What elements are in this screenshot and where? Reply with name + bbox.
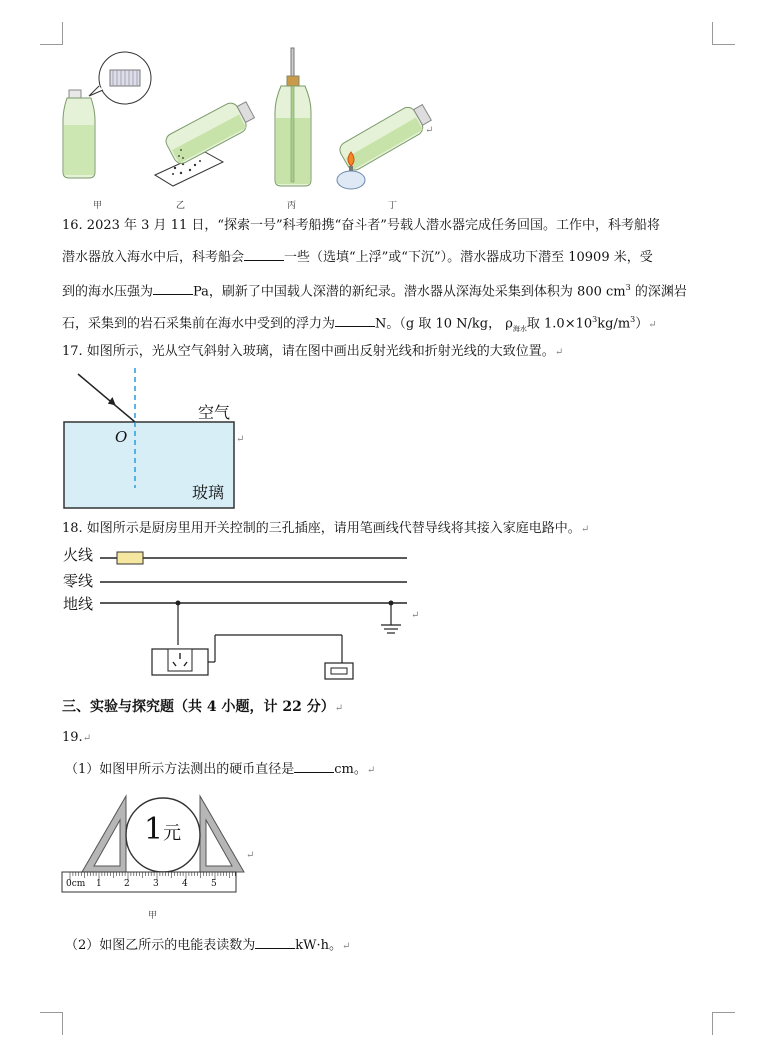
light-switch	[325, 663, 353, 679]
fuse	[117, 552, 143, 564]
incident-ray	[78, 374, 135, 422]
neutral-wire-label: 零线	[63, 572, 94, 590]
ruler-label-1: 1	[96, 879, 102, 889]
corner-mark-bottom-right	[712, 1012, 735, 1035]
q16-line-1: 16. 2023 年 3 月 11 日，“探索一号”科考船携“奋斗者”号载人潜水器完成任务回国。工作中，科考船将	[62, 218, 660, 233]
fig-caption-bing: 丙	[287, 201, 297, 211]
answer-blank-pressure[interactable]	[153, 281, 193, 295]
fig-caption-jia: 甲	[93, 201, 103, 211]
bottle-figure-ding	[337, 99, 434, 189]
answer-blank-coin-diameter[interactable]	[294, 759, 334, 773]
corner-mark-bottom-left	[40, 1012, 63, 1035]
bottle-figure-jia	[63, 52, 151, 178]
bottle-figure-bing	[275, 48, 311, 186]
section-3-heading: 三、实验与探究题（共 4 小题，计 22 分）↵	[62, 699, 344, 715]
glass-label: 玻璃	[192, 483, 225, 502]
q17-prompt: 17. 如图所示，光从空气斜射入玻璃，请在图中画出反射光线和折射光线的大致位置。↵	[62, 344, 564, 359]
ground-wire-label: 地线	[63, 595, 94, 613]
ruler-label-3: 3	[153, 879, 159, 889]
ruler-label-2: 2	[124, 879, 130, 889]
q19-part-2: （2）如图乙所示的电能表读数为 kW·h。↵	[65, 935, 350, 957]
fig-caption-yi: 乙	[176, 201, 186, 211]
coin-figure-caption: 甲	[148, 911, 158, 921]
paragraph-mark: ↵	[236, 434, 245, 445]
fig-caption-ding: 丁	[388, 201, 398, 211]
point-o-label: O	[115, 428, 128, 446]
q16-line-4: 石，采集到的岩石采集前在海水中受到的浮力为 N。（g 取 10 N/kg， $\rho_{海水}$取 $1.0\times 10^3kg/m^3)↵$	[62, 315, 657, 333]
q19-number: 19.↵	[62, 730, 92, 745]
ruler-label-5: 5	[211, 879, 217, 889]
circuit-diagram	[95, 545, 415, 680]
q16-line-3: 到的海水压强为 Pa，刷新了中国载人深潜的新纪录。潜水器从深海处采集到体积为 800 $cm^3$ 的深渊岩	[62, 283, 687, 300]
q16-line-2: 潜水器放入海水中后，科考船会 一些（选填“上浮”或“下沉”）。潜水器成功下潜至 10909 米，受	[62, 247, 653, 268]
answer-blank-float-sink[interactable]	[244, 247, 284, 261]
ruler-label-4: 4	[182, 879, 188, 889]
ruler-labels	[60, 879, 250, 893]
air-label: 空气	[198, 403, 231, 422]
q19-part-1: （1）如图甲所示方法测出的硬币直径是 cm。↵	[65, 759, 375, 781]
paragraph-mark: ↵	[411, 610, 420, 621]
paragraph-mark: ↵	[425, 125, 434, 136]
corner-mark-top-right	[712, 22, 735, 45]
bottle-experiment-figures	[55, 40, 445, 190]
q18-prompt: 18. 如图所示是厨房里用开关控制的三孔插座，请用笔画线代替导线将其接入家庭电路中。↵	[62, 521, 590, 536]
three-hole-socket	[152, 649, 208, 675]
bottle-figure-yi	[155, 96, 258, 186]
answer-blank-meter-reading[interactable]	[255, 935, 295, 949]
coin-value: 1元	[144, 812, 182, 847]
earth-ground-symbol	[381, 625, 401, 633]
answer-blank-buoyancy[interactable]	[335, 313, 375, 327]
fire-wire-label: 火线	[63, 546, 94, 564]
paragraph-mark: ↵	[246, 850, 255, 861]
ruler-label-0: 0cm	[66, 879, 86, 889]
